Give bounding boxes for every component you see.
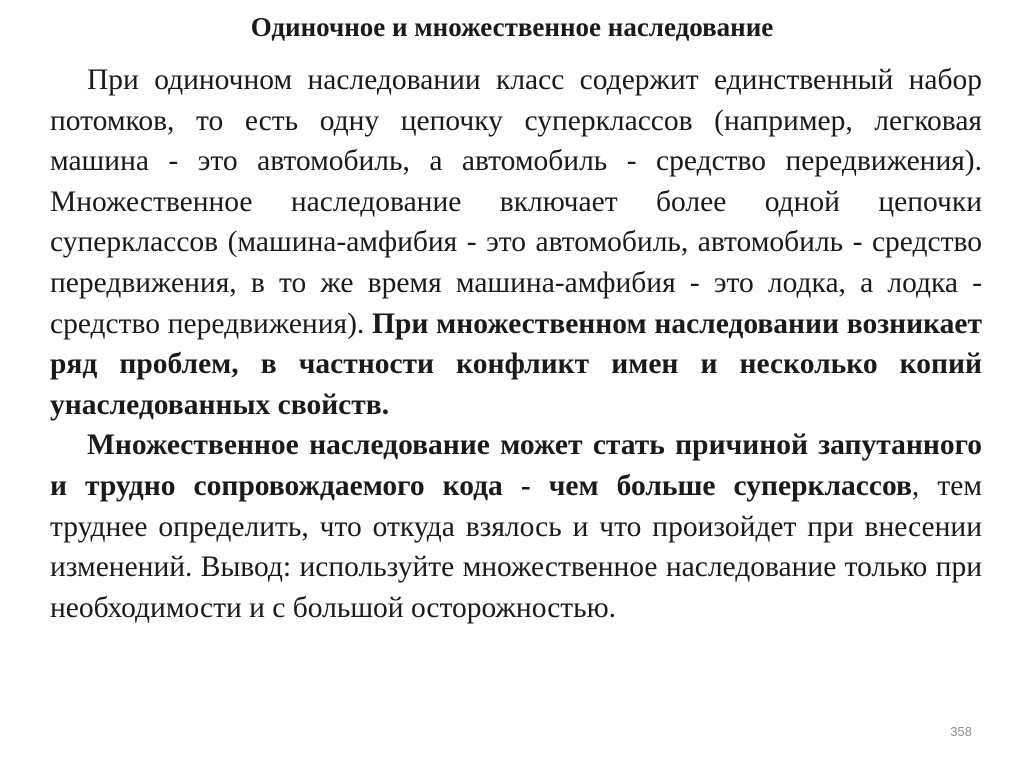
- paragraph-2-text: , тем труднее определить, что откуда взялось и что произойдет при внесении изменений. Вывод: используйте множественное наследование только при необходимости и с большой осторожностью.: [50, 469, 983, 624]
- paragraph-1-text: При одиночном наследовании класс содержит единственный набор потомков, то есть одну цепочку суперклассов (например, легковая машина - это автомобиль, а автомобиль - средство передвижения). Множественное наследование включает более одной цепочки суперклассов (машина-амфибия - это автомобиль, автомобиль - средство передвижения, в то же время машина-амфибия - это лодка, а лодка - средство передвижения).: [50, 64, 982, 340]
- slide-body: [50, 60, 982, 628]
- paragraph-single-vs-multiple: [50, 60, 982, 425]
- slide-title: Одиночное и множественное наследование: [250, 12, 774, 42]
- paragraph-conclusion: [50, 425, 982, 628]
- page-number: 358: [950, 724, 972, 739]
- paragraph-2-emphasis: Множественное наследование может стать причиной запутанного и трудно сопровождаемого кода - чем больше суперклассов: [50, 429, 982, 502]
- paragraph-1-emphasis: При множественном наследовании возникает ряд проблем, в частности конфликт имен и несколько копий унаследованных свойств.: [50, 307, 982, 421]
